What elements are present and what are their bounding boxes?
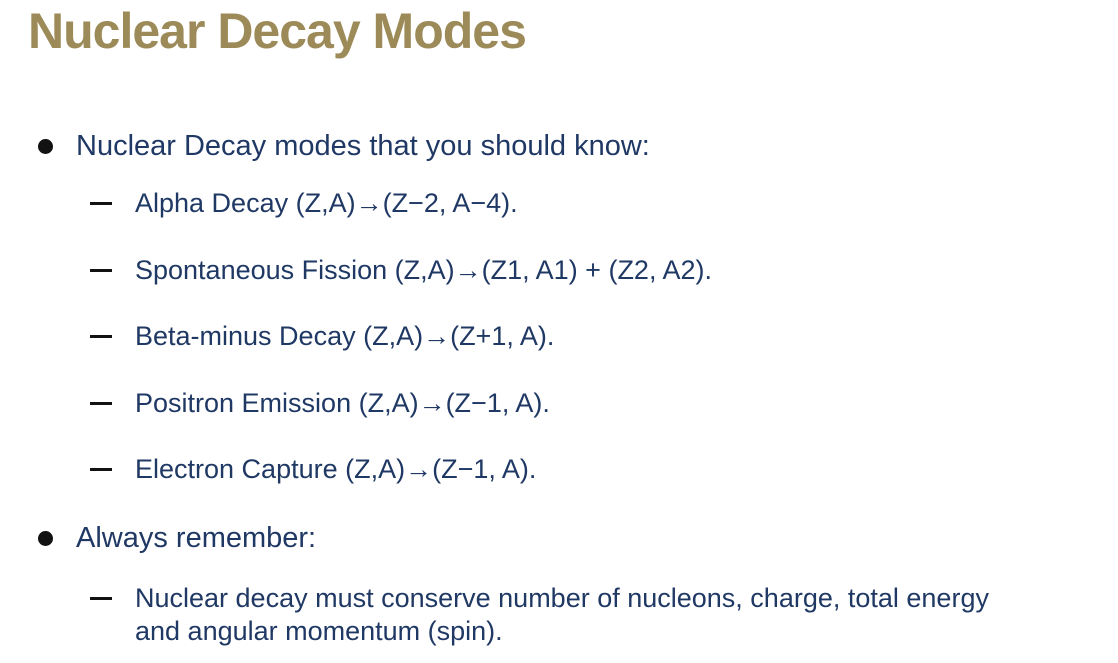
bullet-dot-icon xyxy=(38,531,53,546)
sub-bullet-text: Alpha Decay (Z,A)→(Z−2, A−4). xyxy=(135,188,518,218)
sub-bullet-spontaneous-fission xyxy=(90,254,712,287)
sub-bullet-text: Spontaneous Fission (Z,A)→(Z1, A1) + (Z2, A2). xyxy=(135,255,712,285)
sub-bullet-text: Positron Emission (Z,A)→(Z−1, A). xyxy=(135,388,550,418)
dash-marker-icon xyxy=(90,597,112,600)
sub-bullet-alpha-decay xyxy=(90,187,518,220)
dash-marker-icon xyxy=(90,335,112,338)
sub-bullet-text: Beta-minus Decay (Z,A)→(Z+1, A). xyxy=(135,321,555,351)
dash-marker-icon xyxy=(90,269,112,272)
sub-bullet-text: Electron Capture (Z,A)→(Z−1, A). xyxy=(135,454,537,484)
sub-bullet-conservation xyxy=(90,582,1015,648)
bullet-dot-icon xyxy=(38,139,53,154)
bullet-item-know xyxy=(38,129,650,164)
sub-bullet-beta-minus-decay xyxy=(90,320,554,353)
sub-bullet-electron-capture xyxy=(90,453,536,486)
dash-marker-icon xyxy=(90,202,112,205)
dash-marker-icon xyxy=(90,402,112,405)
bullet-item-always-remember xyxy=(38,521,316,556)
bullet-item-label: Nuclear Decay modes that you should know: xyxy=(76,130,650,162)
dash-marker-icon xyxy=(90,468,112,471)
slide-title: Nuclear Decay Modes xyxy=(28,3,526,59)
sub-bullet-positron-emission xyxy=(90,387,550,420)
bullet-item-label: Always remember: xyxy=(76,522,317,554)
sub-bullet-text: Nuclear decay must conserve number of nucleons, charge, total energy and angular momentum (spin). xyxy=(135,583,989,646)
